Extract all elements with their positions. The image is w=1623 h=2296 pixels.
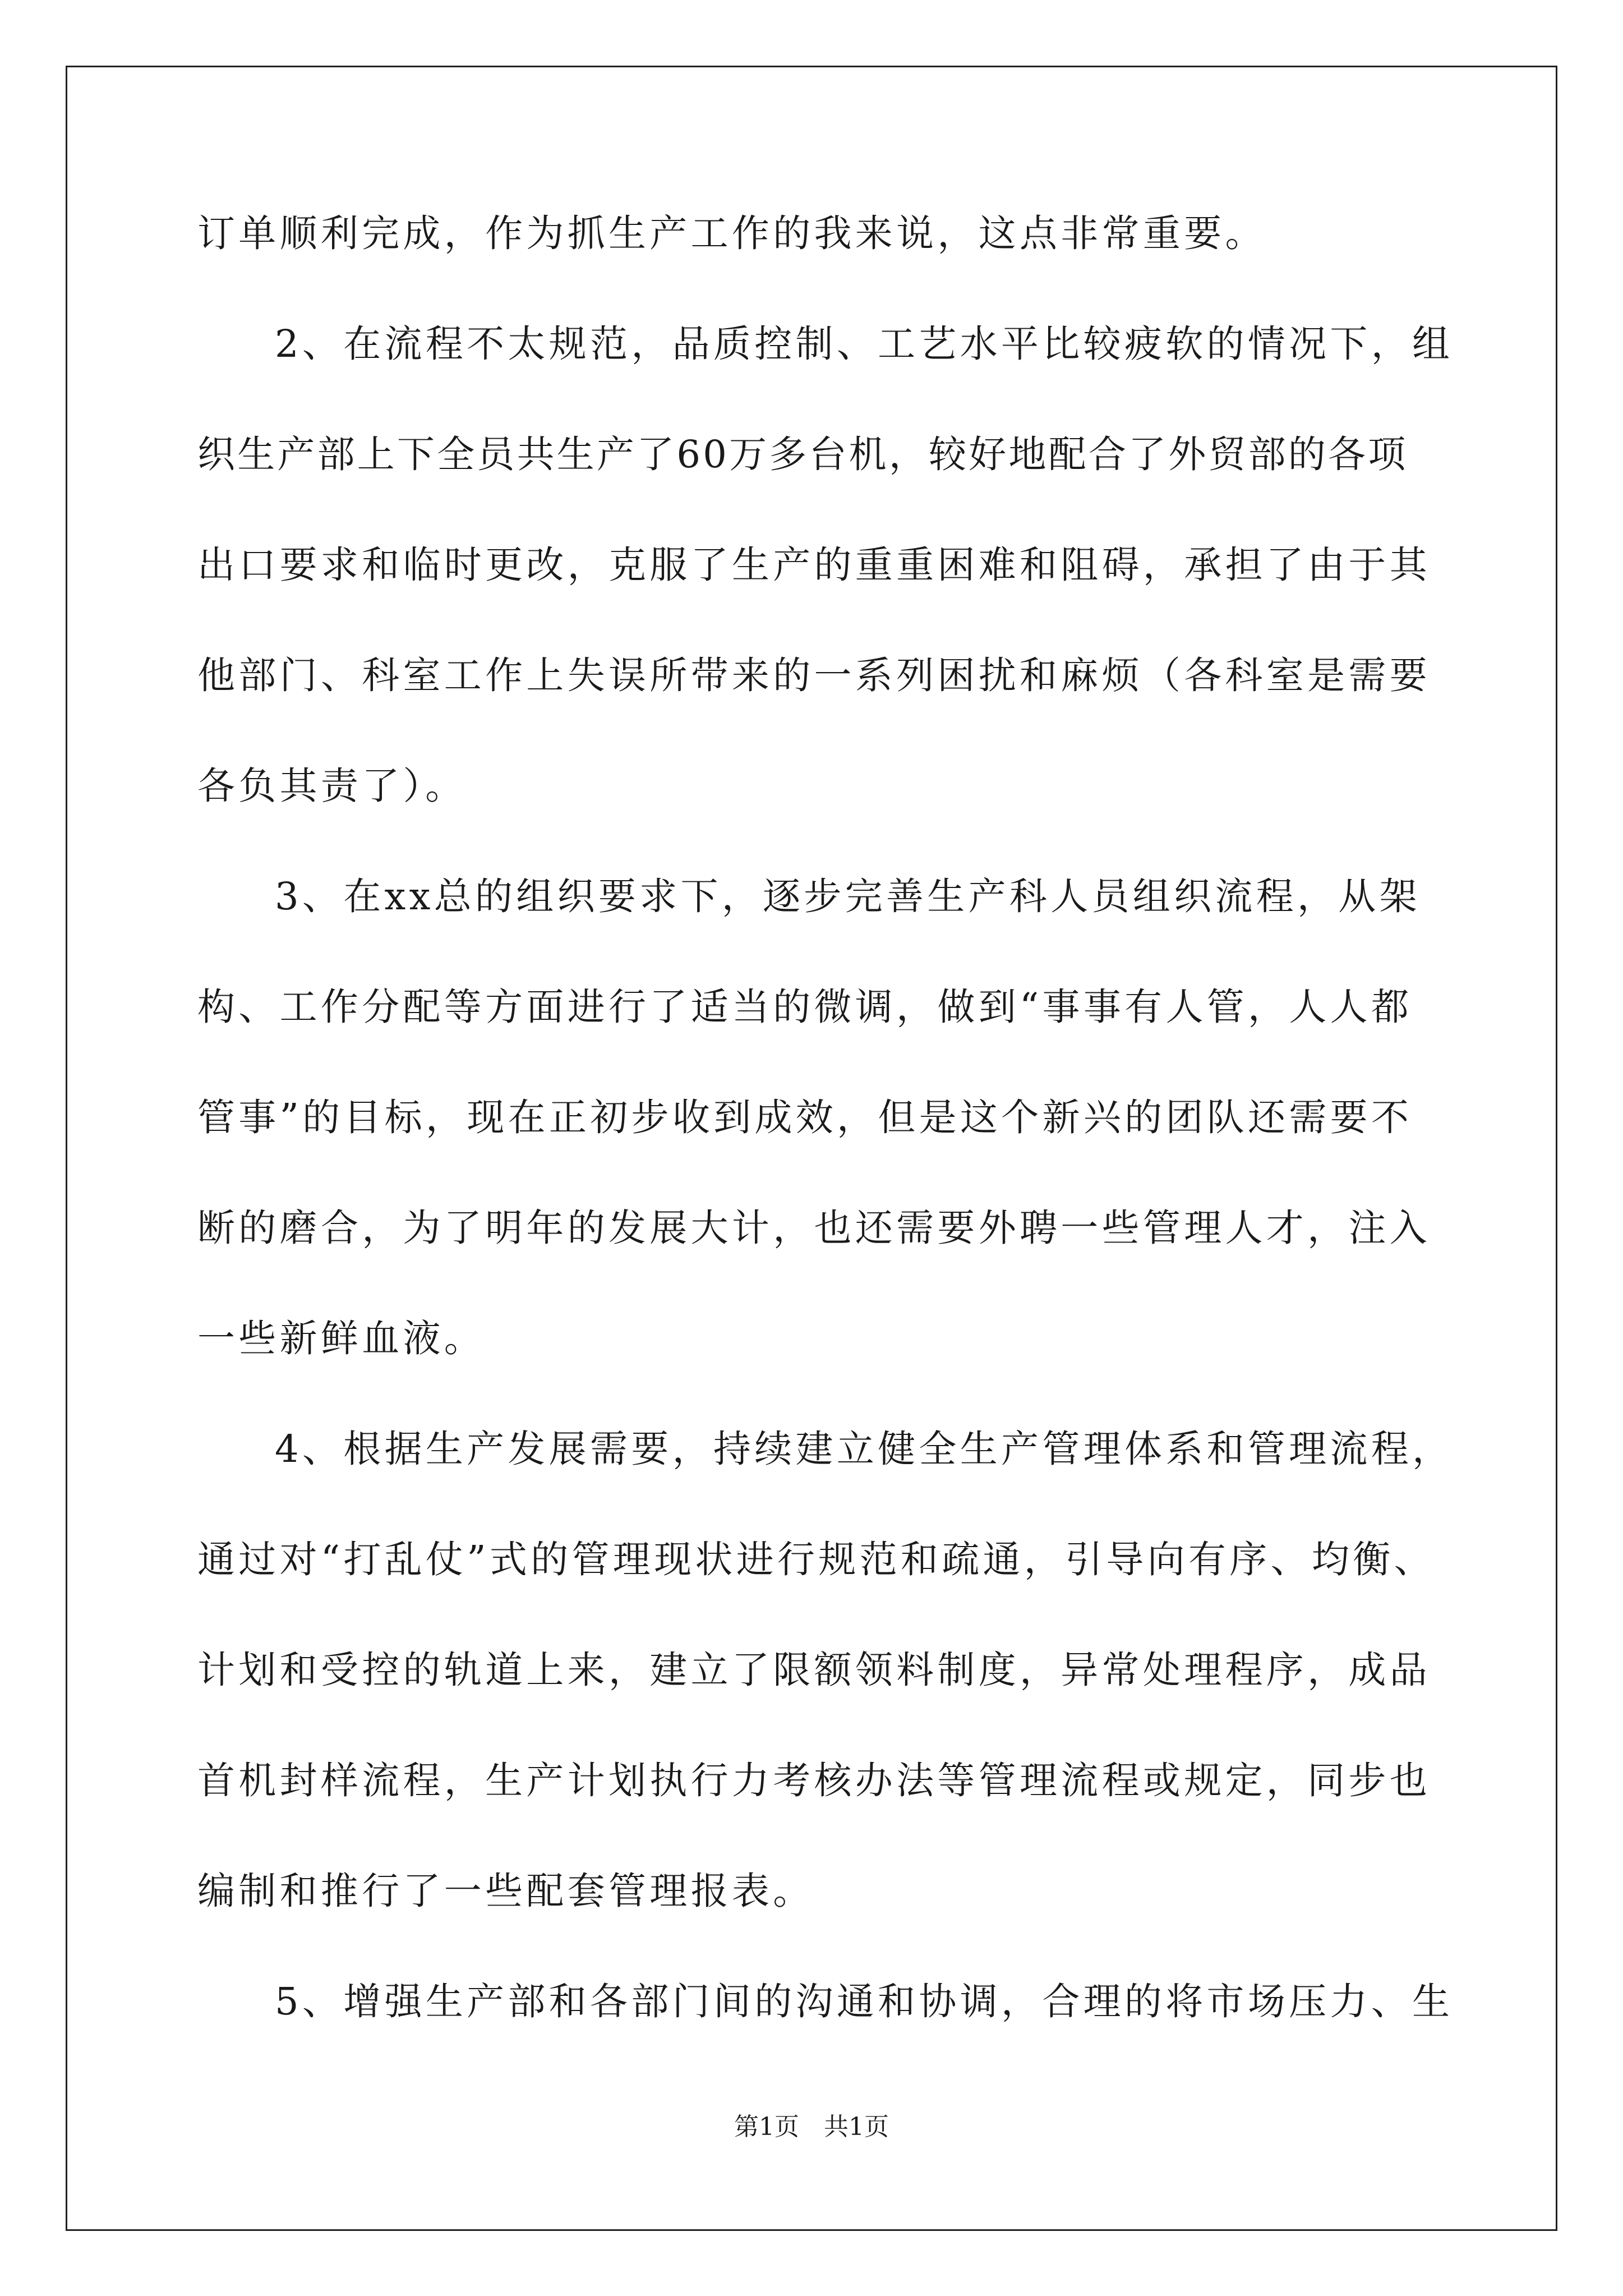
page-number-footer: 第1页 共1页 bbox=[734, 2113, 889, 2141]
text-line: 他部门、科室工作上失误所带来的一系列困扰和麻烦（各科室是需要 bbox=[197, 654, 1431, 697]
document-body bbox=[197, 200, 1468, 2078]
text-line: 管事”的目标，现在正初步收到成效，但是这个新兴的团队还需要不 bbox=[197, 1096, 1413, 1139]
text-line: 出口要求和临时更改，克服了生产的重重困难和阻碍，承担了由于其 bbox=[197, 543, 1431, 587]
paragraph-4-line: 4、根据生产发展需要，持续建立健全生产管理体系和管理流程， bbox=[275, 1427, 1454, 1471]
paragraph-3-line: 3、在xx总的组织要求下，逐步完善生产科人员组织流程，从架 bbox=[275, 875, 1421, 918]
text-line: 订单顺利完成，作为抓生产工作的我来说，这点非常重要。 bbox=[197, 211, 1266, 255]
paragraph-5-line: 5、增强生产部和各部门间的沟通和协调，合理的将市场压力、生 bbox=[275, 1980, 1454, 2023]
text-line: 首机封样流程，生产计划执行力考核办法等管理流程或规定，同步也 bbox=[197, 1759, 1431, 1802]
text-line: 构、工作分配等方面进行了适当的微调，做到“事事有人管，人人都 bbox=[197, 985, 1413, 1029]
paragraph-2-line: 2、在流程不太规范，品质控制、工艺水平比较疲软的情况下，组 bbox=[275, 322, 1454, 366]
text-line: 织生产部上下全员共生产了60万多台机，较好地配合了外贸部的各项 bbox=[197, 432, 1408, 476]
text-line: 通过对“打乱仗”式的管理现状进行规范和疏通，引导向有序、均衡、 bbox=[197, 1538, 1435, 1581]
text-line: 计划和受控的轨道上来，建立了限额领料制度，异常处理程序，成品 bbox=[197, 1648, 1431, 1692]
text-line: 各负其责了）。 bbox=[197, 764, 467, 808]
text-line: 编制和推行了一些配套管理报表。 bbox=[197, 1869, 814, 1913]
text-line: 一些新鲜血液。 bbox=[197, 1317, 486, 1360]
text-line: 断的磨合，为了明年的发展大计，也还需要外聘一些管理人才，注入 bbox=[197, 1206, 1431, 1250]
